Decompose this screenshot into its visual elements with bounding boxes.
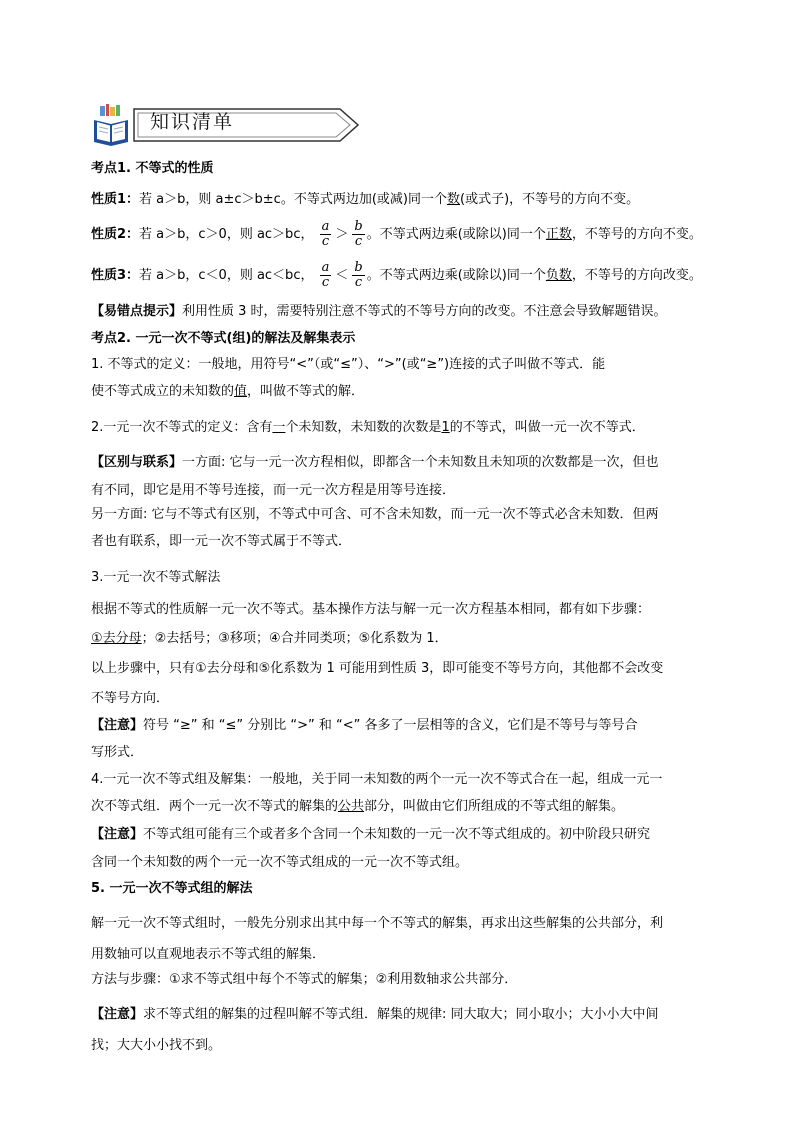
property-2-text: 。不等式两边乘(或除以)同一个 bbox=[366, 227, 546, 242]
property-3-pre: 若 a＞b，c＜0，则 ac＜bc， bbox=[139, 268, 314, 283]
underlined-degree: 1 bbox=[441, 420, 450, 435]
fraction-a-over-c: $\frac{a}{c}$ bbox=[321, 219, 330, 249]
note-1a: 【注意】符号 “≥” 和 “≤” 分别比 “>” 和 “<” 各多了一层相等的含义，它们是不等号与等号合 bbox=[91, 718, 638, 733]
kd1-heading: 考点1. 不等式的性质 bbox=[91, 161, 214, 176]
property-1-label: 性质1： bbox=[91, 192, 140, 207]
inequality-sign: ＜ bbox=[335, 268, 349, 283]
relation-2: 有不同，即它是用不等号连接，而一元一次方程是用等号连接． bbox=[91, 483, 456, 498]
property-1 bbox=[91, 191, 639, 209]
relation-1: 【区别与联系】一方面: 它与一元一次方程相似，即都含一个未知数且未知项的次数都是一次，但也 bbox=[91, 455, 659, 470]
property-3 bbox=[91, 259, 702, 293]
note-label: 【注意】 bbox=[91, 827, 144, 842]
error-tip-text: 利用性质 3 时，需要特别注意不等式的不等号方向的改变。不注意会导致解题错误。 bbox=[182, 304, 667, 319]
book-icon bbox=[92, 102, 130, 146]
property-3-after: ，不等号的方向改变。 bbox=[571, 268, 702, 283]
error-tip-label: 【易错点提示】 bbox=[91, 304, 183, 319]
system-solving-3: 方法与步骤：①求不等式组中每个不等式的解集；②利用数轴求公共部分． bbox=[91, 972, 518, 987]
property-3-label: 性质3： bbox=[91, 268, 140, 283]
relation-4: 者也有联系，即一元一次不等式属于不等式． bbox=[91, 534, 352, 549]
property-2-underlined: 正数 bbox=[545, 227, 572, 242]
note-1b: 写形式． bbox=[91, 745, 144, 760]
note-label: 【注意】 bbox=[91, 718, 144, 733]
property-2-pre: 若 a＞b，c＞0，则 ac＞bc， bbox=[139, 227, 314, 242]
property-2-label: 性质2： bbox=[91, 227, 140, 242]
fraction-b-over-c: $\frac{b}{c}$ bbox=[354, 219, 363, 249]
property-2-after: ，不等号的方向不变。 bbox=[571, 227, 702, 242]
solving-3: 以上步骤中，只有①去分母和⑤化系数为 1 可能用到性质 3，即可能变不等号方向，其他都不会改变 bbox=[91, 661, 664, 676]
property-1-after: (或式子)，不等号的方向不变。 bbox=[460, 192, 640, 207]
property-2 bbox=[91, 218, 702, 252]
system-def-1: 4.一元一次不等式组及解集：一般地，关于同一未知数的两个一元一次不等式合在一起，组成一元一 bbox=[91, 772, 663, 787]
system-solving-1: 解一元一次不等式组时，一般先分别求出其中每一个不等式的解集，再求出这些解集的公共部分，利 bbox=[91, 916, 664, 931]
solving-1: 根据不等式的性质解一元一次不等式。基本操作方法与解一元一次方程基本相同，都有如下步骤： bbox=[91, 602, 651, 617]
property-3-underlined: 负数 bbox=[545, 268, 572, 283]
system-def-2: 次不等式组．两个一元一次不等式的解集的公共部分，叫做由它们所组成的不等式组的解集。 bbox=[91, 799, 625, 814]
underlined-one: 一 bbox=[272, 420, 286, 435]
note-label: 【注意】 bbox=[91, 1007, 144, 1022]
note-3a: 【注意】求不等式组的解集的过程叫解不等式组．解集的规律: 同大取大；同小取小；大小小大中间 bbox=[91, 1007, 659, 1022]
fraction-b-over-c: $\frac{b}{c}$ bbox=[354, 260, 363, 290]
system-solving-2: 用数轴可以直观地表示不等式组的解集． bbox=[91, 947, 326, 962]
property-1-text: 若 a＞b，则 a±c＞b±c。不等式两边加(或减)同一个 bbox=[139, 192, 447, 207]
def-inequality-1: 1. 不等式的定义：一般地，用符号“<”（或“≤”）、“>”(或“≥”)连接的式子叫做不等式．能 bbox=[91, 357, 606, 372]
system-solving-heading: 5. 一元一次不等式组的解法 bbox=[91, 881, 253, 896]
def-linear-inequality: 2.一元一次不等式的定义：含有一个未知数，未知数的次数是1的不等式，叫做一元一次不等式． bbox=[91, 420, 645, 435]
relation-label: 【区别与联系】 bbox=[91, 455, 183, 470]
solving-heading: 3.一元一次不等式解法 bbox=[91, 570, 221, 585]
relation-3: 另一方面: 它与不等式有区别，不等式中可含、可不含未知数，而一元一次不等式必含未知数．但两 bbox=[91, 507, 659, 522]
error-tip bbox=[91, 303, 667, 321]
underlined-value: 值 bbox=[234, 384, 248, 399]
solving-steps: ①去分母；②去括号；③移项；④合并同类项；⑤化系数为 1． bbox=[91, 631, 448, 646]
kd2-heading: 考点2. 一元一次不等式(组)的解法及解集表示 bbox=[91, 331, 356, 346]
property-1-underlined: 数 bbox=[446, 192, 460, 207]
note-2b: 含同一个未知数的两个一元一次不等式组成的一元一次不等式组。 bbox=[91, 855, 469, 870]
note-2a: 【注意】不等式组可能有三个或者多个含同一个未知数的一元一次不等式组成的。初中阶段只研究 bbox=[91, 827, 651, 842]
fraction-a-over-c: $\frac{a}{c}$ bbox=[321, 260, 330, 290]
property-3-text: 。不等式两边乘(或除以)同一个 bbox=[366, 268, 546, 283]
solving-4: 不等号方向． bbox=[91, 691, 170, 706]
header-title: 知识清单 bbox=[150, 111, 235, 133]
inequality-sign: ＞ bbox=[335, 227, 349, 242]
underlined-common: 公共 bbox=[338, 799, 365, 814]
def-inequality-2: 使不等式成立的未知数的值，叫做不等式的解． bbox=[91, 384, 365, 399]
note-3b: 找；大大小小找不到。 bbox=[91, 1038, 222, 1053]
underlined-step-1: ①去分母 bbox=[91, 631, 142, 646]
